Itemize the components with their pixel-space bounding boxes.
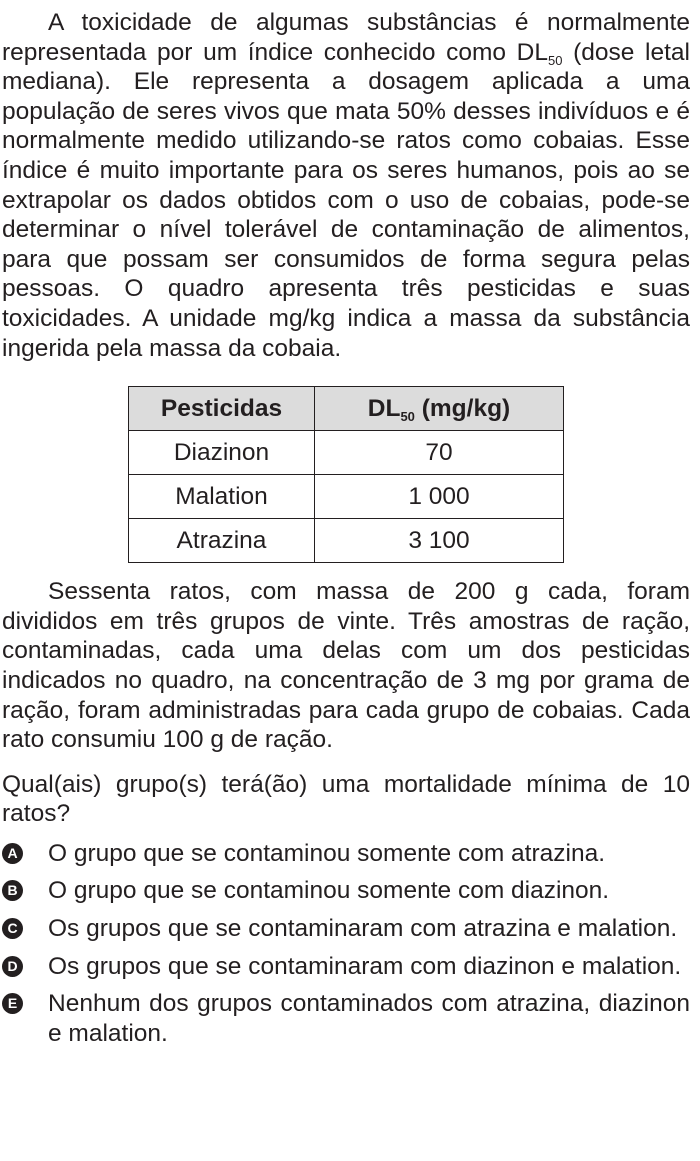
table-cell-pesticide: Diazinon xyxy=(129,431,315,475)
option-letter-badge: B xyxy=(2,880,23,901)
intro-text-before: A toxicidade de algumas substâncias é normalmente representada por um índice conhecido como DL xyxy=(2,9,690,66)
dl-label: DL xyxy=(367,394,401,422)
answer-option-c[interactable] xyxy=(2,914,690,944)
intro-subscript: 50 xyxy=(548,52,563,68)
pesticide-table-wrapper xyxy=(128,386,690,563)
table-cell-pesticide: Atrazina xyxy=(129,519,315,563)
answer-option-a[interactable] xyxy=(2,839,690,869)
answer-option-d[interactable] xyxy=(2,952,690,982)
option-text: O grupo que se contaminou somente com atrazina. xyxy=(48,839,606,867)
table-cell-value: 70 xyxy=(315,431,564,475)
table-row xyxy=(129,475,564,519)
dl-unit: (mg/kg) xyxy=(414,394,511,422)
table-cell-value: 3 100 xyxy=(315,519,564,563)
option-text: Os grupos que se contaminaram com atrazina e malation. xyxy=(48,915,678,943)
answer-option-e[interactable] xyxy=(2,989,690,1048)
table-header-row xyxy=(129,387,564,431)
table-header-pesticides: Pesticidas xyxy=(129,387,315,431)
table-cell-value: 1 000 xyxy=(315,475,564,519)
option-text: Os grupos que se contaminaram com diazinon e malation. xyxy=(48,952,682,980)
question-text: Qual(ais) grupo(s) terá(ão) uma mortalidade mínima de 10 ratos? xyxy=(2,770,690,828)
option-letter-badge: C xyxy=(2,918,23,939)
dl-subscript: 50 xyxy=(400,408,415,424)
answer-option-b[interactable] xyxy=(2,876,690,906)
option-letter-badge: D xyxy=(2,956,23,977)
option-letter-badge: A xyxy=(2,843,23,864)
table-cell-pesticide: Malation xyxy=(129,475,315,519)
table-row xyxy=(129,431,564,475)
table-header-dl50 xyxy=(315,387,564,431)
option-letter-badge: E xyxy=(2,993,23,1014)
scenario-paragraph: Sessenta ratos, com massa de 200 g cada, foram divididos em três grupos de vinte. Três amostras de ração, contaminadas, cada uma delas com um dos pesticidas indicados no quadro, na concentração de 3 mg por grama de ração, foram administradas para cada grupo de cobaias. Cada rato consumiu 100 g de ração. xyxy=(2,578,690,754)
table-row xyxy=(129,519,564,563)
pesticide-table xyxy=(128,386,564,563)
intro-paragraph xyxy=(2,8,690,363)
intro-text-after: (dose letal mediana). Ele representa a dosagem aplicada a uma população de seres vivos que mata 50% desses indivíduos e é normalmente medido utilizando-se ratos como cobaias. Esse índice é muito importante para os seres humanos, pois ao se extrapolar os dados obtidos com o uso de cobaias, pode-se determinar o nível tolerável de contaminação de alimentos, para que possam ser consumidos de forma segura pelas pessoas. O quadro apresenta três pesticidas e suas toxicidades. A unidade mg/kg indica a massa da substância ingerida pela massa da cobaia. xyxy=(2,38,690,362)
answer-options xyxy=(2,839,690,1049)
option-text: O grupo que se contaminou somente com diazinon. xyxy=(48,877,610,905)
option-text: Nenhum dos grupos contaminados com atrazina, diazinon e malation. xyxy=(48,990,690,1047)
